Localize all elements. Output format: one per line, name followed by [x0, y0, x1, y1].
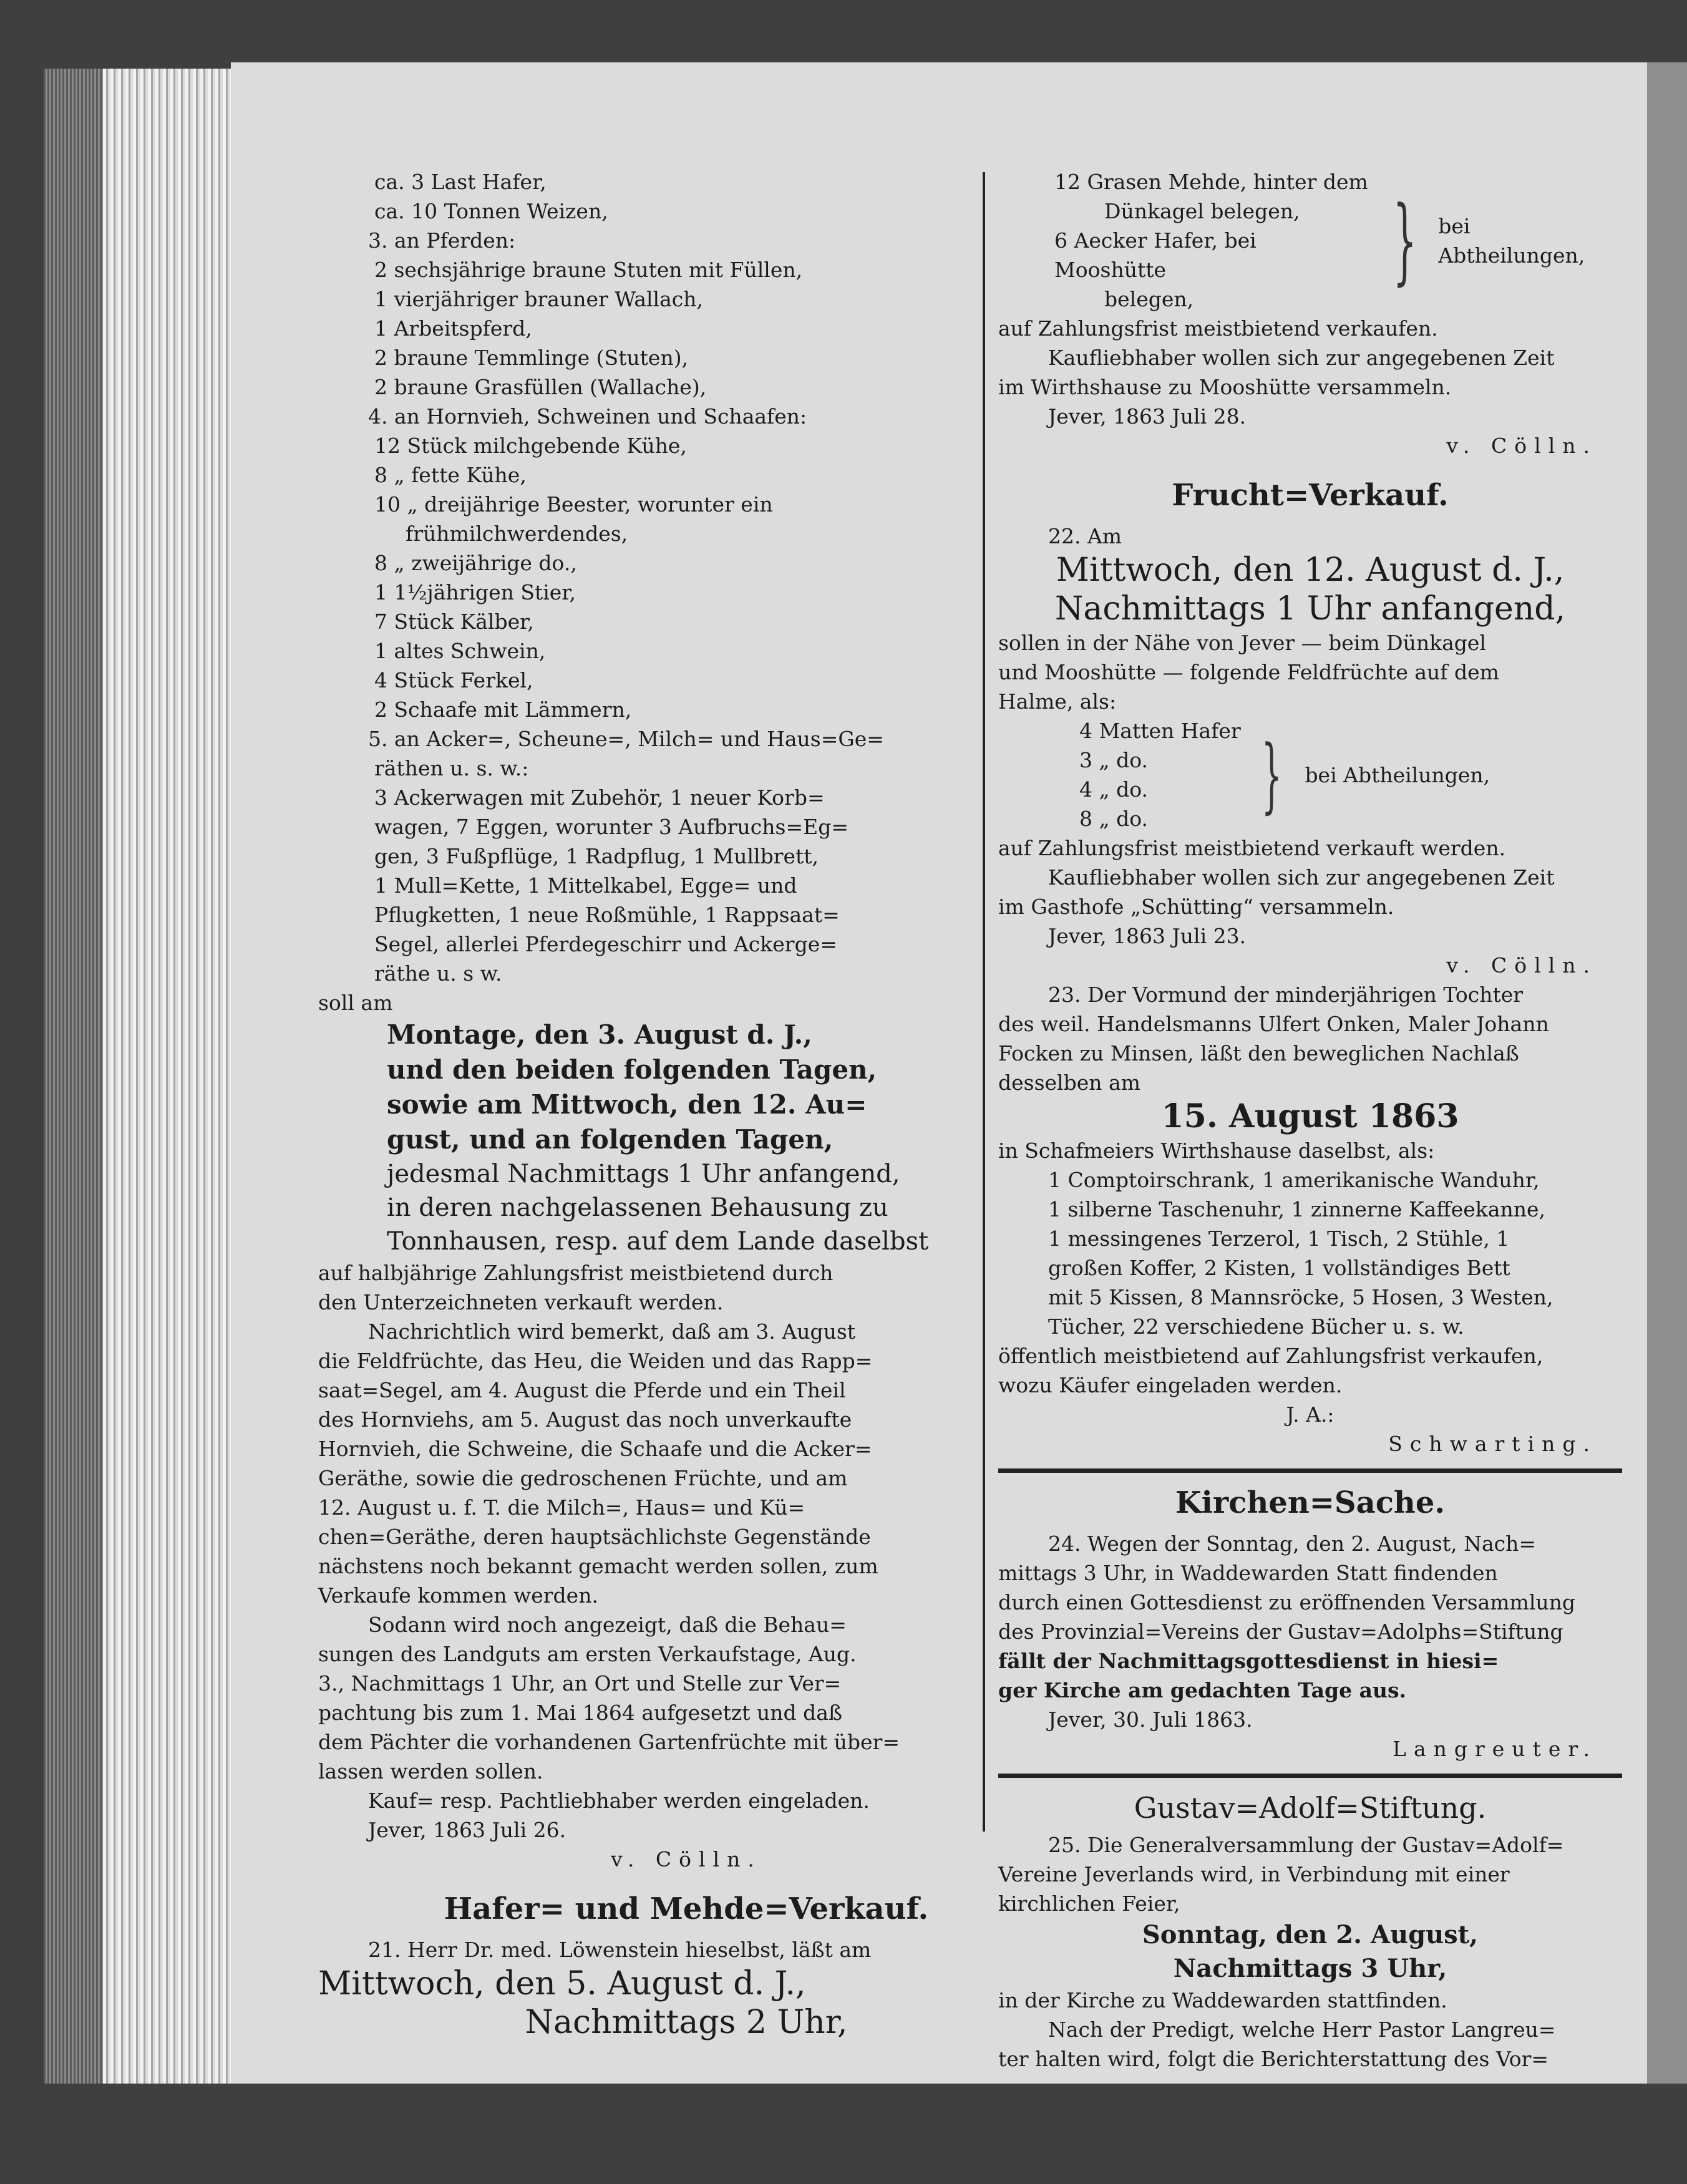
text-line: die Feldfrüchte, das Heu, die Weiden und das Rapp=: [318, 1349, 873, 1373]
sale-place-line: in deren nachgelassenen Behausung zu: [387, 1193, 888, 1222]
text-line: im Wirthshause zu Mooshütte versammeln.: [998, 375, 1452, 399]
sale-place-line: Tonnhausen, resp. auf dem Lande daselbst: [387, 1227, 929, 1256]
text-line: 1 Comptoirschrank, 1 amerikanische Wanduhr,: [1048, 1168, 1540, 1192]
lot-brace-group: [998, 716, 1622, 833]
text-line: 10 „ dreijährige Beester, worunter ein: [374, 492, 773, 517]
text-line: in der Kirche zu Waddewarden stattfinden.: [998, 1988, 1447, 2012]
text-line: Geräthe, sowie die gedroschenen Früchte, und am: [318, 1466, 848, 1490]
text-line: des weil. Handelsmanns Ulfert Onken, Maler Johann: [998, 1012, 1549, 1036]
text-line: 4 Matten Hafer: [1079, 719, 1241, 743]
brace-glyph: }: [1393, 186, 1417, 295]
text-line: 25. Die Generalversammlung der Gustav=Adolf=: [1048, 1833, 1564, 1857]
text-line: Segel, allerlei Pferdegeschirr und Ackerge=: [374, 932, 837, 956]
right-column: [998, 167, 1622, 2074]
text-line: Nach der Predigt, welche Herr Pastor Langreu=: [1048, 2017, 1556, 2042]
text-line: ter halten wird, folgt die Berichterstattung des Vor=: [998, 2047, 1549, 2071]
text-line: sollen in der Nähe von Jever — beim Dünkagel: [998, 631, 1486, 655]
text-line: desselben am: [998, 1070, 1140, 1095]
text-line: großen Koffer, 2 Kisten, 1 vollständiges Bett: [1048, 1256, 1510, 1280]
text-line: soll am: [318, 991, 393, 1015]
text-line: Vereine Jeverlands wird, in Verbindung mit einer: [998, 1862, 1510, 1886]
next-page-edge: [1647, 62, 1687, 2084]
text-line: mit 5 Kissen, 8 Mannsröcke, 5 Hosen, 3 Westen,: [1048, 1285, 1553, 1309]
text-line: Kaufliebhaber wollen sich zur angegebenen Zeit: [1048, 346, 1555, 370]
text-line: saat=Segel, am 4. August die Pferde und ein Theil: [318, 1378, 846, 1402]
text-line: 21. Herr Dr. med. Löwenstein hieselbst, läßt am: [368, 1938, 872, 1962]
text-line: 1 vierjähriger brauner Wallach,: [374, 287, 704, 311]
text-line: 3 „ do.: [1079, 748, 1148, 772]
section-heading: Hafer= und Mehde=Verkauf.: [444, 1891, 929, 1926]
text-line: ca. 10 Tonnen Weizen,: [374, 199, 608, 223]
text-line: Jever, 30. Juli 1863.: [1048, 1707, 1253, 1732]
text-line: Jever, 1863 Juli 23.: [1048, 924, 1247, 948]
sale-date-heading: und den beiden folgenden Tagen,: [387, 1054, 877, 1085]
text-line: Verkaufe kommen werden.: [318, 1583, 598, 1608]
sale-time-heading: Nachmittags 2 Uhr,: [525, 2004, 848, 2041]
text-line: den Unterzeichneten verkauft werden.: [318, 1290, 724, 1314]
sale-date-heading: Mittwoch, den 12. August d. J.,: [1056, 551, 1565, 589]
text-line: Dünkagel belegen,: [1104, 199, 1300, 223]
text-line: durch einen Gottesdienst zu eröffnenden Versammlung: [998, 1590, 1576, 1614]
text-line: 1 silberne Taschenuhr, 1 zinnerne Kaffeekanne,: [1048, 1197, 1545, 1221]
text-line: dem Pächter die vorhandenen Gartenfrüchte mit über=: [318, 1730, 900, 1754]
text-line: 2 sechsjährige braune Stuten mit Füllen,: [374, 258, 803, 282]
text-line: 3 Ackerwagen mit Zubehör, 1 neuer Korb=: [374, 785, 825, 810]
book-edge: [44, 69, 231, 2084]
text-line: frühmilchwerdendes,: [406, 522, 628, 546]
sale-date-heading: gust, und an folgenden Tagen,: [387, 1124, 834, 1155]
text-line: Pflugketten, 1 neue Roßmühle, 1 Rappsaat=: [374, 903, 840, 927]
brace-label: bei Abtheilungen,: [1438, 213, 1585, 268]
text-line: wozu Käufer eingeladen werden.: [998, 1373, 1343, 1397]
sale-time-heading: Nachmittags 1 Uhr anfangend,: [1054, 590, 1566, 628]
text-line: 8 „ zweijährige do.,: [374, 551, 577, 575]
text-line: des Hornviehs, am 5. August das noch unverkaufte: [318, 1407, 852, 1432]
text-line: 12 Stück milchgebende Kühe,: [374, 434, 687, 458]
text-line: Hornvieh, die Schweine, die Schaafe und die Acker=: [318, 1437, 872, 1461]
signature: Schwarting.: [1388, 1432, 1597, 1456]
section-heading: Frucht=Verkauf.: [1172, 478, 1449, 513]
text-line: öffentlich meistbietend auf Zahlungsfrist verkaufen,: [998, 1344, 1544, 1368]
text-line: auf Zahlungsfrist meistbietend verkaufen.: [998, 316, 1438, 341]
text-line: Focken zu Minsen, läßt den beweglichen Nachlaß: [998, 1041, 1519, 1065]
section-rule: [998, 1774, 1622, 1778]
section-heading: Gustav=Adolf=Stiftung.: [1134, 1791, 1487, 1825]
text-line: pachtung bis zum 1. Mai 1864 aufgesetzt und daß: [318, 1701, 843, 1725]
section-rule: [998, 1468, 1622, 1473]
text-line: räthe u. s w.: [374, 961, 502, 986]
text-line: 6 Aecker Hafer, bei Mooshütte: [1054, 228, 1257, 282]
text-line: Halme, als:: [998, 689, 1117, 714]
text-line: auf halbjährige Zahlungsfrist meistbietend durch: [318, 1261, 834, 1285]
text-line: nächstens noch bekannt gemacht werden sollen, zum: [318, 1554, 878, 1578]
sale-date-heading: Montage, den 3. August d. J.,: [387, 1019, 812, 1050]
page-stack: [103, 69, 231, 2084]
text-line: 12 Grasen Mehde, hinter dem: [1054, 170, 1368, 194]
text-line: J. A.:: [1286, 1402, 1335, 1427]
text-line: 1 Arbeitspferd,: [374, 316, 532, 341]
text-line: mittags 3 Uhr, in Waddewarden Statt findenden: [998, 1561, 1498, 1585]
text-line: 1 1½jährigen Stier,: [374, 580, 576, 604]
left-column: [318, 167, 1054, 2042]
text-line: ger Kirche am gedachten Tage aus.: [998, 1678, 1407, 1702]
text-line: 4 Stück Ferkel,: [374, 668, 533, 692]
text-line: 1 messingenes Terzerol, 1 Tisch, 2 Stühle, 1: [1048, 1226, 1510, 1251]
text-line: 1 Mull=Kette, 1 Mittelkabel, Egge= und: [374, 873, 797, 898]
text-line: 4 „ do.: [1079, 777, 1148, 802]
newspaper-page: [231, 62, 1647, 2084]
text-line: auf Zahlungsfrist meistbietend verkauft werden.: [998, 836, 1506, 860]
text-line: 1 altes Schwein,: [374, 639, 546, 663]
text-line: kirchlichen Feier,: [998, 1891, 1180, 1916]
text-line: 7 Stück Kälber,: [374, 609, 534, 634]
text-line: und Mooshütte — folgende Feldfrüchte auf dem: [998, 660, 1499, 684]
text-line: 3. an Pferden:: [368, 228, 516, 253]
text-line: lassen werden sollen.: [318, 1759, 543, 1784]
sale-date-heading: 15. August 1863: [1161, 1097, 1459, 1135]
brace-label: bei Abtheilungen,: [1305, 762, 1490, 787]
text-line: 8 „ fette Kühe,: [374, 463, 527, 487]
brace-glyph: }: [1261, 727, 1282, 822]
text-line: Nachrichtlich wird bemerkt, daß am 3. August: [368, 1319, 856, 1344]
text-line: 3., Nachmittags 1 Uhr, an Ort und Stelle zur Ver=: [318, 1671, 842, 1696]
text-line: 5. an Acker=, Scheune=, Milch= und Haus=Ge=: [368, 727, 884, 751]
text-line: Jever, 1863 Juli 28.: [1048, 404, 1247, 429]
text-line: 4. an Hornvieh, Schweinen und Schaafen:: [368, 404, 807, 429]
signature: v. Cölln.: [611, 1847, 762, 1871]
book-spine: [44, 69, 103, 2084]
text-line: wagen, 7 Eggen, worunter 3 Aufbruchs=Eg=: [374, 815, 848, 839]
text-line: ca. 3 Last Hafer,: [374, 170, 547, 194]
sale-date-heading: Mittwoch, den 5. August d. J.,: [318, 1965, 806, 2002]
text-line: fällt der Nachmittagsgottesdienst in hiesi=: [998, 1649, 1499, 1673]
signature: v. Cölln.: [1446, 434, 1597, 458]
text-line: 2 braune Grasfüllen (Wallache),: [374, 375, 707, 399]
text-line: 24. Wegen der Sonntag, den 2. August, Nach=: [1048, 1531, 1537, 1556]
text-line: Tücher, 22 verschiedene Bücher u. s. w.: [1048, 1314, 1464, 1339]
lot-brace-group: [998, 167, 1622, 314]
section-heading: Kirchen=Sache.: [1175, 1485, 1446, 1520]
text-line: 23. Der Vormund der minderjährigen Tochter: [1048, 983, 1524, 1007]
text-line: belegen,: [1104, 287, 1194, 311]
sale-date-heading: sowie am Mittwoch, den 12. Au=: [387, 1089, 867, 1120]
text-line: Sodann wird noch angezeigt, daß die Behau=: [368, 1613, 847, 1637]
text-line: räthen u. s. w.:: [374, 756, 529, 780]
text-line: 2 braune Temmlinge (Stuten),: [374, 346, 689, 370]
text-line: im Gasthofe „Schütting“ versammeln.: [998, 895, 1394, 919]
text-line: 2 Schaafe mit Lämmern,: [374, 697, 632, 722]
text-line: chen=Geräthe, deren hauptsächlichste Gegenstände: [318, 1525, 871, 1549]
signature: Langreuter.: [1393, 1737, 1597, 1761]
sale-date-heading: Sonntag, den 2. August,: [1142, 1920, 1479, 1949]
text-line: gen, 3 Fußpflüge, 1 Radpflug, 1 Mullbrett,: [374, 844, 819, 868]
text-line: in Schafmeiers Wirthshause daselbst, als:: [998, 1138, 1435, 1163]
text-line: 22. Am: [1048, 524, 1122, 548]
text-line: 8 „ do.: [1079, 807, 1148, 831]
sale-place-line: jedesmal Nachmittags 1 Uhr anfangend,: [387, 1160, 900, 1188]
text-line: des Provinzial=Vereins der Gustav=Adolphs=Stiftung: [998, 1619, 1563, 1644]
sale-time-heading: Nachmittags 3 Uhr,: [1173, 1954, 1447, 1983]
text-line: 12. August u. f. T. die Milch=, Haus= und Kü=: [318, 1495, 805, 1520]
text-line: sungen des Landguts am ersten Verkaufstage, Aug.: [318, 1642, 857, 1666]
signature: v. Cölln.: [1446, 953, 1597, 978]
text-line: Kaufliebhaber wollen sich zur angegebenen Zeit: [1048, 865, 1555, 890]
text-line: Kauf= resp. Pachtliebhaber werden eingeladen.: [368, 1788, 870, 1813]
text-line: Jever, 1863 Juli 26.: [368, 1818, 566, 1842]
